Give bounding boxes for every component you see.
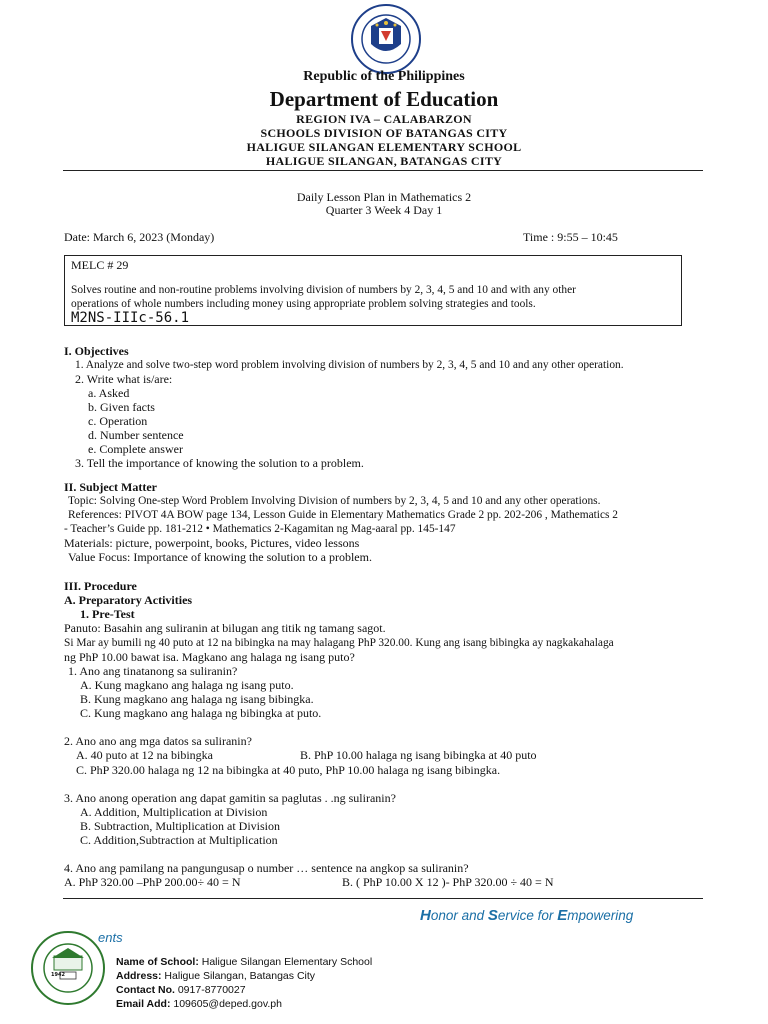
melc-text-2: operations of whole numbers including money using appropriate problem solving strategies and tools. — [71, 298, 536, 310]
question-4: 4. Ano ang pamilang na pangungusap o number … sentence na angkop sa suliranin? — [64, 861, 469, 875]
question-1-option-c: C. Kung magkano ang halaga ng bibingka at puto. — [80, 706, 322, 720]
plan-time: Time : 9:55 – 10:45 — [523, 230, 618, 244]
question-4-option-a: A. PhP 320.00 –PhP 200.00÷ 40 = N — [64, 875, 241, 889]
question-1: 1. Ano ang tinatanong sa suliranin? — [68, 664, 238, 678]
question-3: 3. Ano anong operation ang dapat gamitin sa paglutas . .ng suliranin? — [64, 791, 396, 805]
address-heading: HALIGUE SILANGAN, BATANGAS CITY — [265, 154, 503, 168]
question-3-option-c: C. Addition,Subtraction at Multiplication — [80, 833, 278, 847]
subject-heading: II. Subject Matter — [64, 480, 157, 494]
objective-sub-e: e. Complete answer — [88, 442, 183, 456]
melc-code: M2NS-IIIc-56.1 — [71, 310, 190, 326]
school-heading: HALIGUE SILANGAN ELEMENTARY SCHOOL — [246, 140, 522, 154]
subject-topic: Topic: Solving One-step Word Problem Involving Division of numbers by 2, 3, 4, 5 and 10 and any other operations. — [68, 495, 601, 507]
pretest-instructions: Panuto: Basahin ang suliranin at bilugan ang titik ng tamang sagot. — [64, 621, 386, 635]
pretest-heading: 1. Pre-Test — [80, 607, 135, 621]
region-heading: REGION IVA – CALABARZON — [296, 112, 472, 126]
objective-sub-b: b. Given facts — [88, 400, 155, 414]
header-divider — [63, 170, 703, 171]
department-heading: Department of Education — [269, 87, 499, 111]
footer-email: Email Add: 109605@deped.gov.ph — [116, 998, 282, 1010]
subject-references-1: References: PIVOT 4A BOW page 134, Lesson Guide in Elementary Mathematics Grade 2 pp. 202-206 , Mathematics 2 — [68, 509, 618, 521]
question-2-option-b: B. PhP 10.00 halaga ng isang bibingka at 40 puto — [300, 748, 537, 762]
plan-title: Daily Lesson Plan in Mathematics 2 — [296, 190, 472, 204]
footer-contact: Contact No. 0917-8770027 — [116, 984, 246, 996]
question-2: 2. Ano ano ang mga datos sa suliranin? — [64, 734, 252, 748]
objective-sub-d: d. Number sentence — [88, 428, 184, 442]
question-2-option-a: A. 40 puto at 12 na bibingka — [76, 748, 213, 762]
footer-ents: ents — [98, 930, 123, 945]
footer-school-name: Name of School: Haligue Silangan Elementary School — [116, 956, 373, 968]
objective-1: 1. Analyze and solve two-step word problem involving division of numbers by 2, 3, 4, 5 and 10 and any other operation. — [75, 359, 624, 371]
question-1-option-a: A. Kung magkano ang halaga ng isang puto. — [80, 678, 294, 692]
question-3-option-a: A. Addition, Multiplication at Division — [80, 805, 268, 819]
objective-sub-a: a. Asked — [88, 386, 130, 400]
deped-seal — [351, 4, 421, 74]
question-4-option-b: B. ( PhP 10.00 X 12 )- PhP 320.00 ÷ 40 = N — [342, 875, 554, 889]
procedure-heading: III. Procedure — [64, 579, 137, 593]
subject-references-2: - Teacher’s Guide pp. 181-212 • Mathematics 2-Kagamitan ng Mag-aaral pp. 145-147 — [64, 523, 456, 535]
school-logo — [30, 930, 106, 1006]
objectives-heading: I. Objectives — [64, 344, 129, 358]
subject-materials: Materials: picture, powerpoint, books, Pictures, video lessons — [64, 536, 360, 550]
question-2-option-c: C. PhP 320.00 halaga ng 12 na bibingka at 40 puto, PhP 10.00 halaga ng isang bibingka. — [76, 763, 501, 777]
footer-divider — [63, 898, 703, 899]
objective-3: 3. Tell the importance of knowing the solution to a problem. — [75, 456, 364, 470]
question-3-option-b: B. Subtraction, Multiplication at Division — [80, 819, 280, 833]
subject-value-focus: Value Focus: Importance of knowing the solution to a problem. — [68, 550, 372, 564]
footer-address: Address: Haligue Silangan, Batangas City — [116, 970, 316, 982]
problem-line-1: Si Mar ay bumili ng 40 puto at 12 na bibingka na may halagang PhP 320.00. Kung ang isang bibingka ay nagkakahalaga — [64, 637, 614, 649]
question-1-option-b: B. Kung magkano ang halaga ng isang bibingka. — [80, 692, 314, 706]
problem-line-2: ng PhP 10.00 bawat isa. Magkano ang halaga ng isang puto? — [64, 650, 355, 664]
melc-label: MELC # 29 — [71, 258, 129, 272]
republic-heading: Republic of the Philippines — [303, 69, 465, 84]
objective-2: 2. Write what is/are: — [75, 372, 173, 386]
objective-sub-c: c. Operation — [88, 414, 148, 428]
preparatory-heading: A. Preparatory Activities — [64, 593, 193, 607]
division-heading: SCHOOLS DIVISION OF BATANGAS CITY — [260, 126, 508, 140]
plan-date: Date: March 6, 2023 (Monday) — [64, 230, 215, 244]
plan-quarter: Quarter 3 Week 4 Day 1 — [325, 203, 443, 217]
footer-motto: Honor and Service for Empowering — [420, 907, 634, 924]
melc-text-1: Solves routine and non-routine problems involving division of numbers by 2, 3, 4, 5 and 10 and with any other — [71, 284, 576, 296]
school-logo-year: 1942 — [51, 972, 65, 978]
